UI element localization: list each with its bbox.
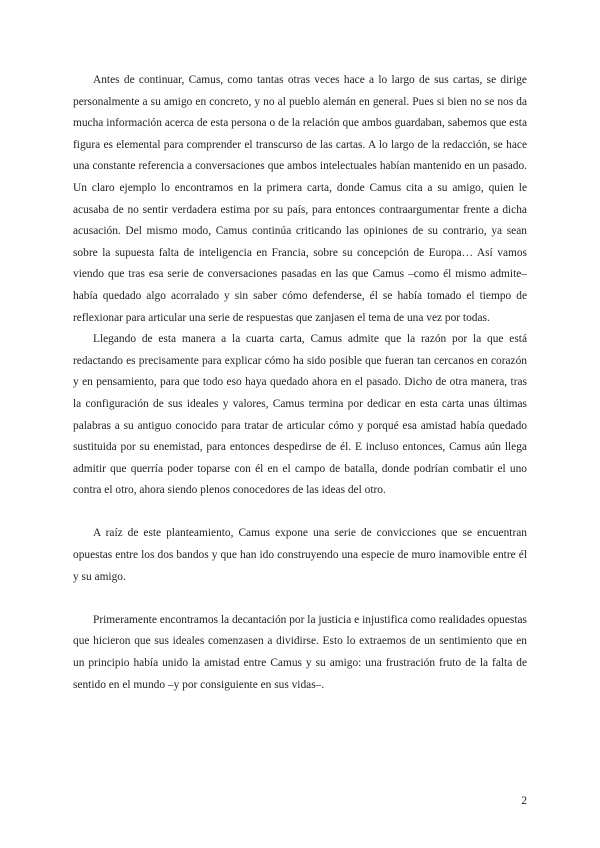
paragraph-1: Antes de continuar, Camus, como tantas otras veces hace a lo largo de sus cartas, se dirige personalmente a su amigo en concreto, y no al pueblo alemán en general. Pues si bien no se nos da mucha información acerca de esta persona o de la relación que ambos guardaban, sabemos que esta figura es elemental para comprender el transcurso de las cartas. A lo largo de la redacción, se hace una constante referencia a conversaciones que ambos intelectuales habían mantenido en un pasado. Un claro ejemplo lo encontramos en la primera carta, donde Camus cita a su amigo, quien le acusaba de no sentir verdadera estima por su país, para entonces contraargumentar frente a dicha acusación. Del mismo modo, Camus continúa criticando las opiniones de su contrario, ya sean sobre la supuesta falta de inteligencia en Francia, sobre su concepción de Europa… Así vamos viendo que tras esa serie de conversaciones pasadas en las que Camus –como él mismo admite– había quedado algo acorralado y sin saber cómo defenderse, él se había tomado el tiempo de reflexionar para articular una serie de respuestas que zanjasen el tema de una vez por todas. bbox=[73, 74, 527, 324]
paragraph-2: Llegando de esta manera a la cuarta carta, Camus admite que la razón por la que está redactando es precisamente para explicar cómo ha sido posible que fueran tan cercanos en corazón y en pensamiento, para que todo eso haya quedado ahora en el pasado. Dicho de otra manera, tras la configuración de sus ideales y valores, Camus termina por dedicar en esta carta unas últimas palabras a su antiguo conocido para tratar de articular cómo y porqué esa amistad había quedado sustituida por su enemistad, para entonces despedirse de él. E incluso entonces, Camus aún llega admitir que querría poder toparse con él en el campo de batalla, donde podrían combatir el uno contra el otro, ahora siendo plenos conocedores de las ideas del otro. bbox=[73, 333, 527, 497]
page-number: 2 bbox=[521, 795, 527, 807]
paragraph-3: A raíz de este planteamiento, Camus expone una serie de convicciones que se encuentran opuestas entre los dos bandos y que han ido construyendo una especie de muro inamovible entre él y su amigo. bbox=[73, 527, 527, 583]
paragraph-4: Primeramente encontramos la decantación por la justicia e injustifica como realidades opuestas que hicieron que sus ideales comenzasen a dividirse. Esto lo extraemos de un sentimiento que en un principio había unido la amistad entre Camus y su amigo: una frustración fruto de la falta de sentido en el mundo –y por consiguiente en sus vidas–. bbox=[73, 613, 527, 691]
body-text bbox=[73, 70, 527, 696]
